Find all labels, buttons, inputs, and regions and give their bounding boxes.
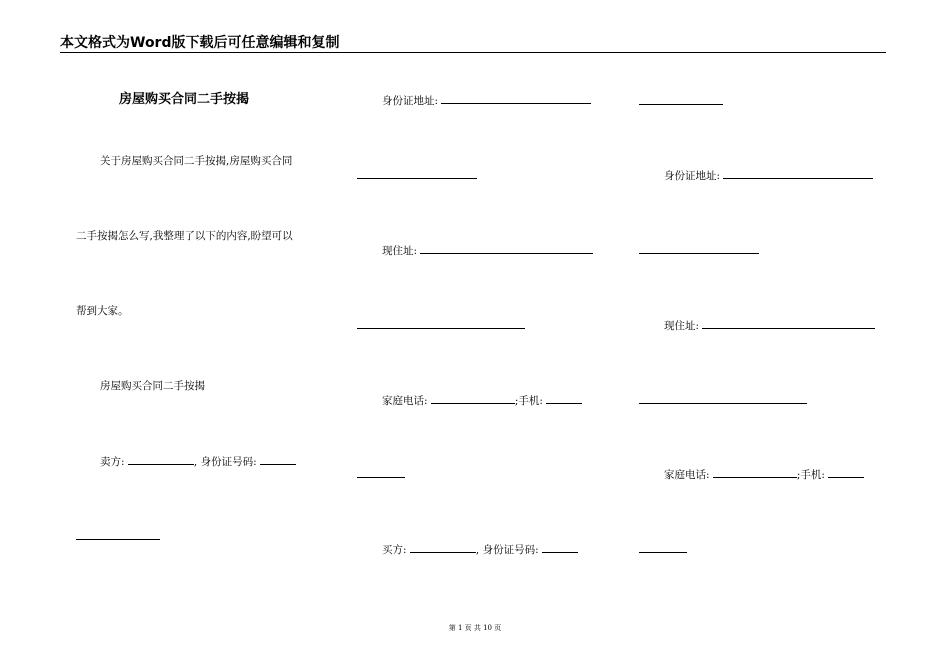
col3-mobile-blank <box>828 467 864 478</box>
id-address-row <box>382 93 591 108</box>
mobile-continued-blank <box>357 477 405 478</box>
buyer-name-blank <box>410 542 476 553</box>
col3-home-phone-label: 家庭电话: <box>664 469 710 481</box>
page-footer: 第 1 页 共 10 页 <box>448 624 502 632</box>
col3-blank-4 <box>639 552 687 553</box>
seller-id-blank <box>260 454 296 465</box>
phone-row <box>382 393 582 408</box>
buyer-row <box>382 542 578 557</box>
subtitle: 房屋购买合同二手按揭 <box>100 380 205 392</box>
seller-id-label: , 身份证号码: <box>193 456 257 468</box>
current-address-row <box>382 243 593 258</box>
id-address-continued-blank <box>357 178 477 179</box>
col3-current-address-blank <box>702 318 875 329</box>
col3-blank-2 <box>639 253 759 254</box>
mobile-blank <box>546 393 582 404</box>
seller-label: 卖方: <box>100 456 125 468</box>
col3-id-address-row <box>664 168 873 183</box>
page-header <box>60 34 886 53</box>
intro-line-3: 帮到大家。 <box>76 305 129 317</box>
col3-id-address-label: 身份证地址: <box>664 170 721 182</box>
seller-name-blank <box>128 454 194 465</box>
buyer-label: 买方: <box>382 544 407 556</box>
intro-line-2: 二手按揭怎么写,我整理了以下的内容,盼望可以 <box>76 230 293 242</box>
col3-blank-3 <box>639 403 807 404</box>
id-address-blank <box>441 93 591 104</box>
col3-current-address-row <box>664 318 875 333</box>
col3-current-address-label: 现住址: <box>664 320 700 332</box>
intro-line-1: 关于房屋购买合同二手按揭,房屋购买合同 <box>100 155 293 167</box>
home-phone-label: 家庭电话: <box>382 395 428 407</box>
id-address-label: 身份证地址: <box>382 95 439 107</box>
seller-row <box>100 454 296 469</box>
buyer-id-blank <box>542 542 578 553</box>
col3-home-phone-blank <box>713 467 797 478</box>
current-address-blank <box>420 243 593 254</box>
home-phone-blank <box>431 393 515 404</box>
current-address-continued-blank <box>357 328 525 329</box>
seller-id-continued-blank <box>76 539 160 540</box>
col3-mobile-label: ;手机: <box>796 469 825 481</box>
header-title: 本文格式为Word版下载后可任意编辑和复制 <box>60 35 340 51</box>
col3-phone-row <box>664 467 864 482</box>
current-address-label: 现住址: <box>382 245 418 257</box>
col3-id-address-blank <box>723 168 873 179</box>
mobile-label: ;手机: <box>514 395 543 407</box>
col3-blank-1 <box>639 104 723 105</box>
buyer-id-label: , 身份证号码: <box>475 544 539 556</box>
document-title: 房屋购买合同二手按揭 <box>119 92 250 107</box>
